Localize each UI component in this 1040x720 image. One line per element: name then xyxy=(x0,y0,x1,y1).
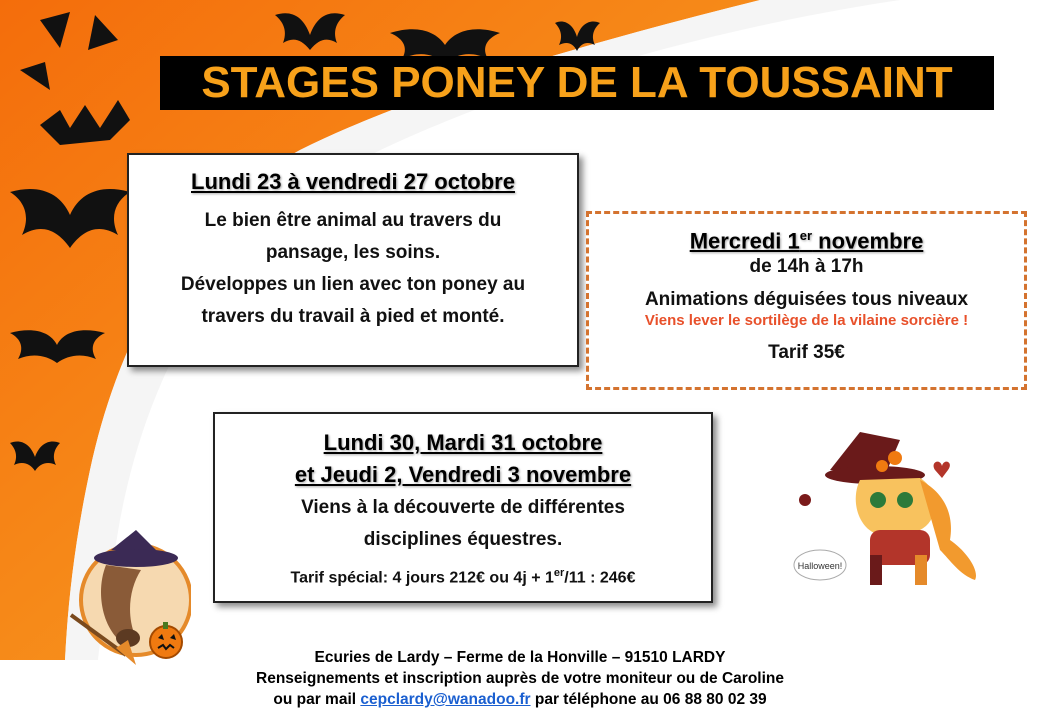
bat-icon xyxy=(10,325,105,365)
session-hours: de 14h à 17h xyxy=(749,256,864,278)
session-heading: Lundi 23 à vendredi 27 octobre xyxy=(191,169,515,194)
session-description-line: pansage, les soins. xyxy=(265,242,441,263)
session-box-nov1 xyxy=(586,211,1027,390)
session-activity: Animations déguisées tous niveaux xyxy=(644,289,969,311)
session-description-line: Le bien être animal au travers du xyxy=(204,210,502,231)
bat-icon xyxy=(10,180,130,255)
pumpkin-face-icon xyxy=(0,0,140,150)
session-box-oct23-27 xyxy=(127,153,579,367)
footer-address: Ecuries de Lardy – Ferme de la Honville – 91510 LARDY xyxy=(314,649,726,666)
horse-witch-illustration xyxy=(66,530,191,670)
bat-icon xyxy=(10,435,60,475)
email-link[interactable]: cepclardy@wanadoo.fr xyxy=(360,691,531,708)
bat-icon xyxy=(275,5,345,55)
page-title: STAGES PONEY DE LA TOUSSAINT xyxy=(201,58,953,107)
pony-witch-illustration xyxy=(790,430,990,590)
footer-info: Renseignements et inscription auprès de votre moniteur ou de Caroline xyxy=(256,670,784,687)
footer-contact xyxy=(180,647,860,710)
session-heading: et Jeudi 2, Vendredi 3 novembre xyxy=(294,462,632,487)
session-price: Tarif spécial: 4 jours 212€ ou 4j + 1er/11 : 246€ xyxy=(290,567,636,587)
speech-bubble-text: Halloween! xyxy=(797,561,843,571)
session-description-line: travers du travail à pied et monté. xyxy=(201,306,505,327)
session-description-line: disciplines équestres. xyxy=(363,529,563,550)
session-box-oct30-nov3 xyxy=(213,412,713,603)
bat-icon xyxy=(555,15,600,55)
footer-contact-line: ou par mail cepclardy@wanadoo.fr par téléphone au 06 88 80 02 39 xyxy=(273,691,767,708)
session-description-line: Développes un lien avec ton poney au xyxy=(180,274,526,295)
session-tagline: Viens lever le sortilège de la vilaine sorcière ! xyxy=(644,312,969,330)
title-banner xyxy=(160,56,994,110)
session-heading: Lundi 30, Mardi 31 octobre xyxy=(323,430,603,455)
session-price: Tarif 35€ xyxy=(768,342,845,364)
session-description-line: Viens à la découverte de différentes xyxy=(301,497,625,518)
session-heading: Mercredi 1er novembre xyxy=(689,228,924,254)
